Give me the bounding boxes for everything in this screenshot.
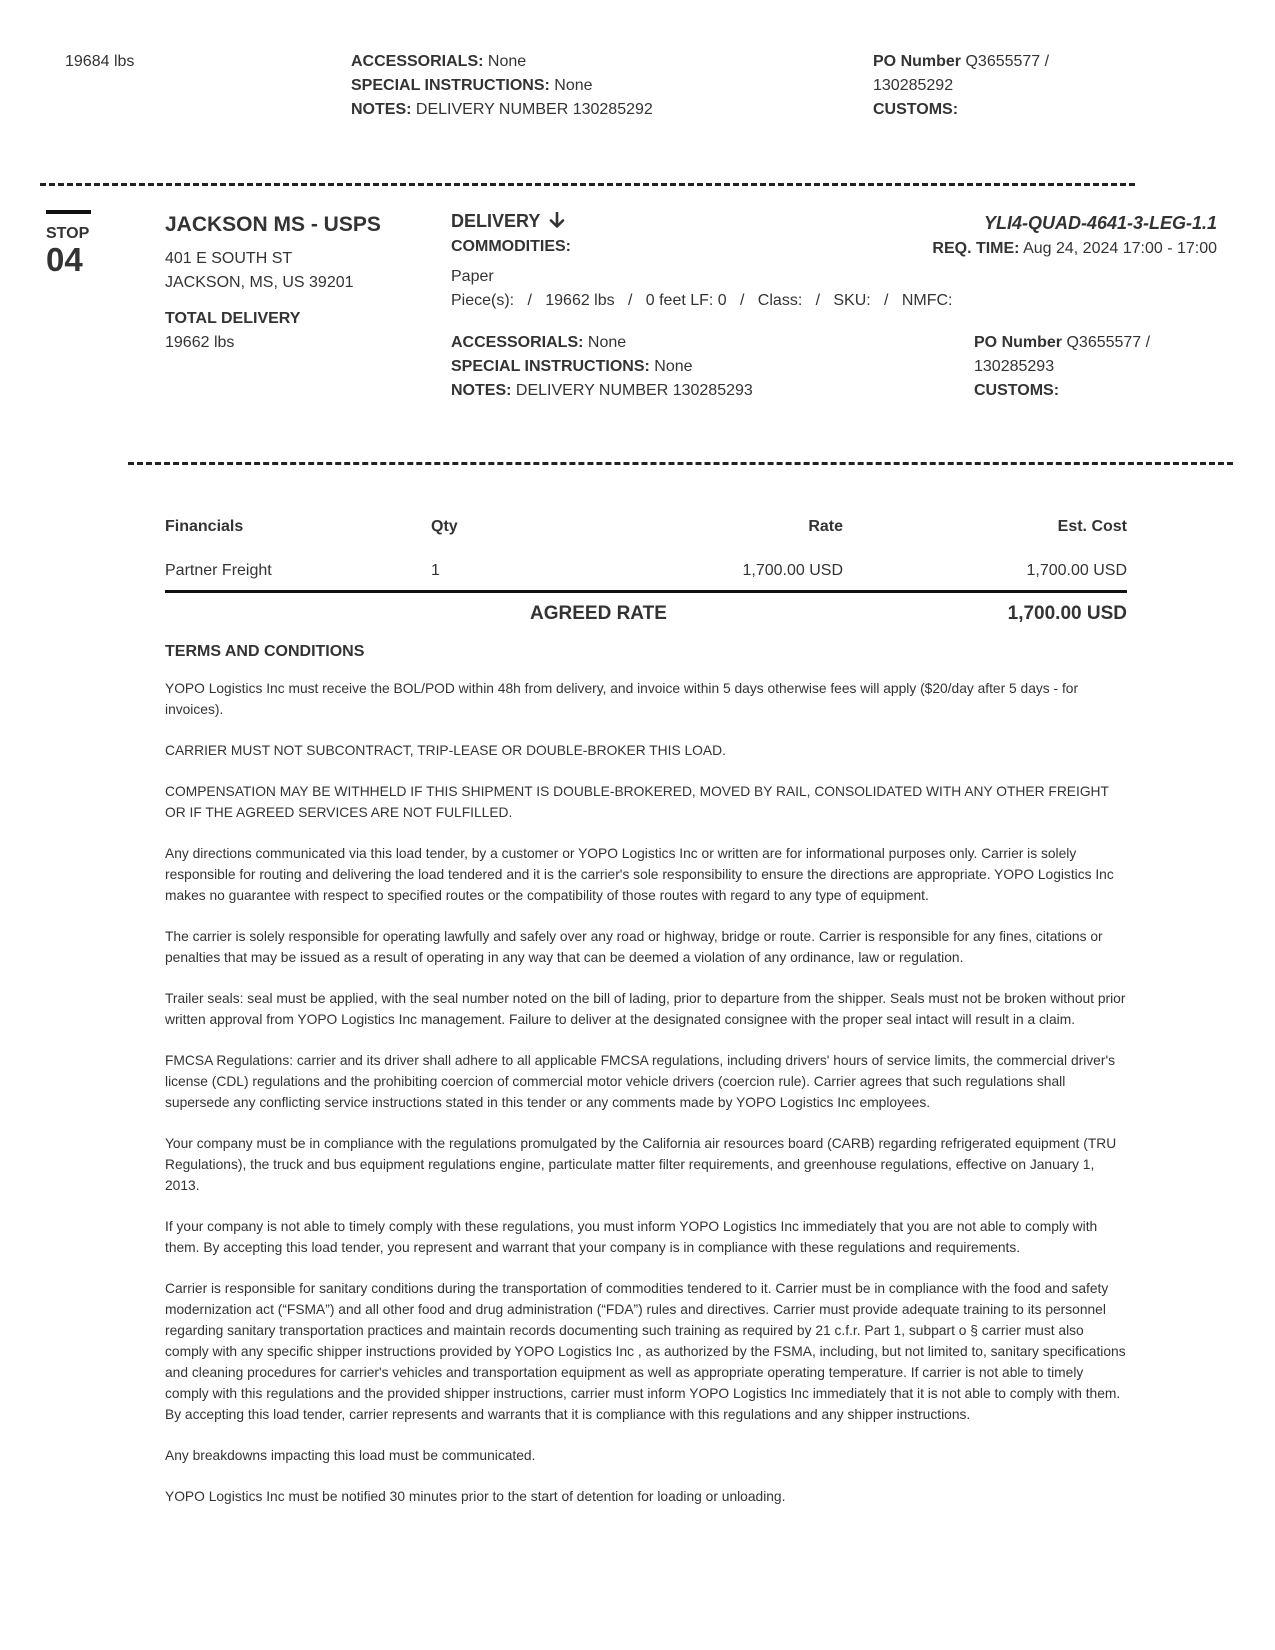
row-name: Partner Freight bbox=[165, 562, 272, 579]
divider-dashed bbox=[40, 183, 1135, 186]
prev-po-line2: 130285292 bbox=[873, 77, 954, 94]
header-rate: Rate bbox=[808, 518, 843, 535]
po-line2: 130285293 bbox=[974, 358, 1055, 375]
terms-paragraph: The carrier is solely responsible for operating lawfully and safely over any road or highway, bridge or route. Carrier is responsible for any fines, citations or penalties that may be issued as a result of operating in any way that can be deemed a violation of any ordinance, law or regulation. bbox=[165, 929, 1103, 965]
accessorials-label: ACCESSORIALS: bbox=[451, 334, 584, 351]
special-value: None bbox=[654, 358, 693, 375]
header-qty: Qty bbox=[431, 518, 458, 535]
terms-paragraph: CARRIER MUST NOT SUBCONTRACT, TRIP-LEASE OR DOUBLE-BROKER THIS LOAD. bbox=[165, 743, 726, 758]
prev-stop-details bbox=[351, 50, 653, 122]
terms-paragraph: Carrier is responsible for sanitary conditions during the transportation of commodities tendered to it. Carrier must be in compliance with the food and safety modernization act (“FSMA”) and all other food and drug administration (“FDA”) rules and directives. Carrier must provide adequate training to its personnel regarding sanitary transportation practices and maintain records documenting such training as required by 21 c.f.r. Part 1, subpart o § carrier must also comply with any specific shipper instructions provided by YOPO Logistics Inc , as authorized by the FSMA, including, but not limited to, sanitary specifications and cleaning procedures for carrier's vehicles and transportation equipment as well as appropriate operating temperature. If carrier is not able to timely comply with this regulations and the provided shipper instructions, carrier must inform YOPO Logistics Inc immediately that it is not able to comply with them. By accepting this load tender, carrier represents and warrants that it is compliance with this regulations and any shipper instructions. bbox=[165, 1281, 1126, 1422]
accessorials-row bbox=[451, 331, 753, 355]
prev-special-value: None bbox=[554, 77, 593, 94]
agreed-rate-row bbox=[165, 603, 1127, 629]
address-line-1: 401 E SOUTH ST bbox=[165, 250, 293, 267]
stop-details bbox=[451, 331, 753, 403]
po-line1: Q3655577 / bbox=[1066, 334, 1151, 351]
total-delivery-value: 19662 lbs bbox=[165, 334, 235, 351]
row-qty: 1 bbox=[431, 562, 440, 579]
customs-label: CUSTOMS: bbox=[974, 382, 1060, 399]
special-row bbox=[451, 355, 753, 379]
terms-paragraph: Your company must be in compliance with the regulations promulgated by the California air resources board (CARB) regarding refrigerated equipment (TRU Regulations), the truck and bus equipment regulations engine, particulate matter filter requirements, and greenhouse regulations, effective on January 1, 2013. bbox=[165, 1136, 1117, 1193]
prev-stop-weight: 19684 lbs bbox=[65, 53, 135, 70]
header-financials: Financials bbox=[165, 518, 244, 535]
prev-notes-value: DELIVERY NUMBER 130285292 bbox=[415, 101, 653, 118]
commodities-label: COMMODITIES: bbox=[451, 237, 571, 255]
agreed-rate-label: AGREED RATE bbox=[530, 603, 667, 624]
terms-paragraph: If your company is not able to timely comply with these regulations, you must inform YOPO Logistics Inc immediately that you are not able to comply with them. By accepting this load tender, you represent and warrant that your company is in compliance with these regulations and requirements. bbox=[165, 1219, 1098, 1255]
terms-paragraph: COMPENSATION MAY BE WITHHELD IF THIS SHIPMENT IS DOUBLE-BROKERED, MOVED BY RAIL, CONSOLIDATED WITH ANY OTHER FREIGHT OR IF THE AGREED SERVICES ARE NOT FULFILLED. bbox=[165, 784, 1109, 820]
leg-id: YLI4-QUAD-4641-3-LEG-1.1 bbox=[983, 213, 1217, 233]
stop-marker-bar bbox=[46, 210, 91, 214]
notes-row bbox=[451, 379, 753, 403]
prev-special-label: SPECIAL INSTRUCTIONS: bbox=[351, 77, 550, 94]
delivery-type bbox=[451, 211, 811, 233]
special-label: SPECIAL INSTRUCTIONS: bbox=[451, 358, 650, 375]
terms-paragraph: Any directions communicated via this load tender, by a customer or YOPO Logistics Inc or written are for informational purposes only. Carrier is solely responsible for routing and delivering the load tendered and it is the carrier's sole responsibility to ensure the directions are appropriate. YOPO Logistics Inc makes no guarantee with respect to specified routes or the compatibility of those routes with regard to any type of equipment. bbox=[165, 846, 1114, 903]
prev-notes-row bbox=[351, 98, 653, 122]
terms-paragraph: Trailer seals: seal must be applied, with the seal number noted on the bill of lading, prior to departure from the shipper. Seals must not be broken without prior written approval from YOPO Logistics Inc management. Failure to deliver at the designated consignee with the proper seal intact will result in a claim. bbox=[165, 991, 1126, 1027]
terms-paragraph: YOPO Logistics Inc must receive the BOL/POD within 48h from delivery, and invoice within 5 days otherwise fees will apply ($20/day after 5 days - for invoices). bbox=[165, 681, 1079, 717]
financials-divider bbox=[165, 590, 1127, 593]
delivery-type-label: DELIVERY bbox=[451, 211, 541, 231]
req-time-label: REQ. TIME: bbox=[932, 240, 1020, 257]
req-time-value: Aug 24, 2024 17:00 - 17:00 bbox=[1023, 240, 1217, 257]
table-row bbox=[165, 559, 1127, 583]
po-block bbox=[974, 331, 1214, 403]
prev-accessorials-label: ACCESSORIALS: bbox=[351, 53, 484, 70]
terms-paragraph: FMCSA Regulations: carrier and its driver shall adhere to all applicable FMCSA regulations, including drivers' hours of service limits, the commercial driver's license (CDL) regulations and the prohibiting coercion of commercial motor vehicle drivers (coercion rule). Carrier agrees that such regulations shall supersede any conflicting service instructions stated in this tender or any comments made by YOPO Logistics Inc employees. bbox=[165, 1053, 1115, 1110]
prev-accessorials-row bbox=[351, 50, 653, 74]
agreed-rate-amount: 1,700.00 USD bbox=[1007, 603, 1127, 624]
reference-block bbox=[932, 211, 1217, 261]
arrow-down-icon bbox=[549, 212, 565, 233]
notes-label: NOTES: bbox=[451, 382, 512, 399]
terms-body bbox=[165, 678, 1130, 1527]
financials-header-row bbox=[165, 515, 1127, 539]
terms-paragraph: YOPO Logistics Inc must be notified 30 minutes prior to the start of detention for loading or unloading. bbox=[165, 1489, 786, 1504]
prev-customs-label: CUSTOMS: bbox=[873, 101, 959, 118]
delivery-info bbox=[451, 211, 953, 313]
header-est-cost: Est. Cost bbox=[1057, 518, 1127, 535]
location-name: JACKSON MS - USPS bbox=[165, 213, 381, 236]
commodity-pieces-row: Piece(s): / 19662 lbs / 0 feet LF: 0 / Class: / SKU: / NMFC: bbox=[451, 291, 953, 309]
notes-value: DELIVERY NUMBER 130285293 bbox=[515, 382, 753, 399]
total-delivery-label: TOTAL DELIVERY bbox=[165, 310, 301, 327]
po-label: PO Number bbox=[974, 334, 1063, 351]
row-cost: 1,700.00 USD bbox=[1026, 562, 1127, 579]
accessorials-value: None bbox=[587, 334, 627, 351]
financials-table bbox=[165, 515, 1127, 583]
prev-special-row bbox=[351, 74, 653, 98]
address-line-2: JACKSON, MS, US 39201 bbox=[165, 274, 354, 291]
stop-location bbox=[165, 213, 435, 355]
row-rate: 1,700.00 USD bbox=[742, 562, 843, 579]
prev-notes-label: NOTES: bbox=[351, 101, 412, 118]
req-time-row bbox=[932, 237, 1217, 261]
stop-label: STOP bbox=[46, 225, 90, 242]
prev-po-block bbox=[873, 50, 1113, 122]
prev-po-label: PO Number bbox=[873, 53, 962, 70]
commodity-name: Paper bbox=[451, 267, 494, 285]
prev-accessorials-value: None bbox=[487, 53, 527, 70]
divider-dashed bbox=[128, 462, 1233, 465]
prev-po-line1: Q3655577 / bbox=[965, 53, 1050, 70]
stop-number: 04 bbox=[46, 241, 83, 278]
terms-title: TERMS AND CONDITIONS bbox=[165, 643, 365, 660]
terms-paragraph: Any breakdowns impacting this load must be communicated. bbox=[165, 1448, 536, 1463]
